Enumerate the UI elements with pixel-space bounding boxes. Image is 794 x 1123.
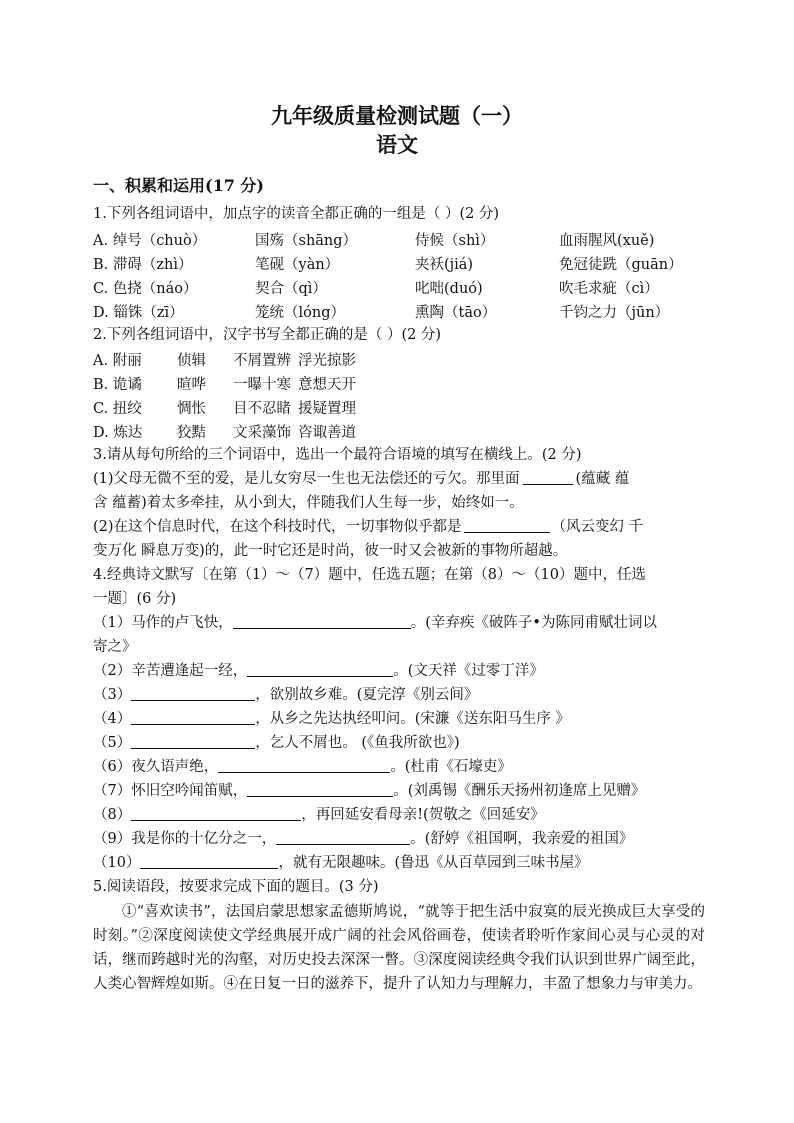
item-text: （1）马作的卢飞快， xyxy=(93,615,233,631)
option-cell: A. 绰号（chuò） xyxy=(93,233,207,249)
answer-blank[interactable] xyxy=(131,685,255,701)
question-4-stem-cont: 一题〕(6 分) xyxy=(93,591,177,607)
item-text: （8） xyxy=(93,807,132,823)
option-cell: 咨诹善道 xyxy=(298,425,356,441)
question-4-stem: 4.经典诗文默写〔在第（1）～（7）题中，任选五题；在第（8）～（10）题中，任选 xyxy=(93,567,646,583)
answer-blank[interactable] xyxy=(247,661,393,677)
option-cell: B. 诡谲 xyxy=(93,377,142,393)
item-source: 。(刘禹锡《酬乐天扬州初逢席上见赠》 xyxy=(393,783,646,799)
item-text: （7）怀旧空吟闻笛赋， xyxy=(93,783,248,799)
option-cell: D. 锱铢（zī） xyxy=(93,305,184,321)
option-cell: 暄哗 xyxy=(177,377,206,393)
answer-blank[interactable] xyxy=(131,709,255,725)
sentence-text: (1)父母无微不至的爱，是儿女穷尽一生也无法偿还的亏欠。那里面 xyxy=(93,471,520,487)
item-text: （9）我是你的十亿分之一， xyxy=(93,831,277,847)
answer-blank[interactable] xyxy=(464,517,550,533)
question-3-sentence-2-cont: 变万化 瞬息万变)的，此一时它还是时尚，彼一时又会被新的事物所超越。 xyxy=(93,543,568,559)
answer-blank[interactable] xyxy=(247,781,393,797)
option-cell: 狡黠 xyxy=(177,425,206,441)
question-3-sentence-1 xyxy=(93,469,713,489)
option-cell: 侍候（shì） xyxy=(415,233,495,249)
item-source: 。(辛弃疾《破阵子•为陈同甫赋壮词以 xyxy=(410,615,657,631)
item-text: （2）辛苦遭逢起一经， xyxy=(93,663,248,679)
item-source: 。(杜甫《石壕吏》 xyxy=(390,759,512,775)
option-cell: 千钧之力（jūn） xyxy=(559,305,670,321)
option-cell: B. 滞碍（zhì） xyxy=(93,257,193,273)
question-1-stem: 1.下列各组词语中，加点字的读音全都正确的一组是（ ）(2 分) xyxy=(93,206,500,222)
option-cell: 夹袄(jiá) xyxy=(415,257,474,273)
question-3-sentence-1-cont: 含 蕴蓄)着太多牵挂，从小到大，伴随我们人生每一步，始终如一。 xyxy=(93,495,524,511)
item-text: （3） xyxy=(93,687,132,703)
option-cell: 惆怅 xyxy=(177,401,206,417)
item-source: 。(文天祥《过零丁洋》 xyxy=(393,663,544,679)
poem-item-3 xyxy=(93,685,713,705)
option-cell: 侦辑 xyxy=(177,353,206,369)
option-cell: 浮光掠影 xyxy=(298,353,356,369)
answer-blank[interactable] xyxy=(523,469,573,485)
poem-item-4 xyxy=(93,709,713,729)
exam-title: 九年级质量检测试题（一） xyxy=(271,103,523,128)
question-3-sentence-2 xyxy=(93,517,713,537)
item-source: ，乞人不屑也。 (《鱼我所欲也》) xyxy=(255,735,460,751)
option-cell: 目不忍睹 xyxy=(233,401,291,417)
question-2-stem: 2.下列各组词语中，汉字书写全都正确的是（ ）(2 分) xyxy=(93,327,442,343)
poem-item-8 xyxy=(93,805,713,825)
option-cell: 意想天开 xyxy=(298,377,356,393)
option-cell: 援疑置理 xyxy=(298,401,356,417)
question-3-stem: 3.请从每句所给的三个词语中，选出一个最符合语境的填写在横线上。(2 分) xyxy=(93,447,582,463)
option-cell: C. 扭绞 xyxy=(93,401,142,417)
option-cell: 契合（qì） xyxy=(255,281,327,297)
word-choices: (蕴藏 蕴 xyxy=(575,471,630,487)
sentence-text: (2)在这个信息时代，在这个科技时代，一切事物似乎都是 xyxy=(93,519,462,535)
subject-title: 语文 xyxy=(376,132,418,157)
item-source: 。(舒婷《祖国啊，我亲爱的祖国》 xyxy=(410,831,634,847)
option-cell: 免冠徒跣（guān） xyxy=(559,257,683,273)
option-cell: A. 附丽 xyxy=(93,353,142,369)
answer-blank[interactable] xyxy=(140,853,278,869)
option-cell: 血雨腥风(xuě) xyxy=(559,233,655,249)
answer-blank[interactable] xyxy=(131,733,255,749)
reading-passage: ①“喜欢读书”，法国启蒙思想家孟德斯鸠说，“就等于把生活中寂寞的辰光换成巨大享受的时刻。”②深度阅读使文学经典展开成广阔的社会风俗画卷，使读者聆听作家间心灵与心灵的对话，继而跨越时光的沟壑，对历史投去深深一瞥。③深度阅读经典令我们认识到世界广阔至此，人类心智辉煌如斯。④在日复一日的滋养下，提升了认知力与理解力，丰盈了想象力与审美力。 xyxy=(93,904,705,992)
option-cell: 笼统（lóng） xyxy=(255,305,345,321)
option-cell: 熏陶（tāo） xyxy=(415,305,497,321)
poem-item-2 xyxy=(93,661,713,681)
item-source: ，欲别故乡难。(夏完淳《别云间》 xyxy=(255,687,479,703)
answer-blank[interactable] xyxy=(131,805,301,821)
option-cell: 一曝十寒 xyxy=(233,377,291,393)
option-cell: 吹毛求疵（cì） xyxy=(559,281,659,297)
item-source: ，从乡之先达执经叩问。(宋濂《送东阳马生序 》 xyxy=(255,711,570,727)
option-cell: 不屑置辨 xyxy=(233,353,291,369)
question-5-stem: 5.阅读语段，按要求完成下面的题目。(3 分) xyxy=(93,879,379,895)
option-cell: 文采藻饰 xyxy=(233,425,291,441)
item-source: ，再回延安看母亲!(贺敬之《回延安》 xyxy=(301,807,545,823)
answer-blank[interactable] xyxy=(218,757,390,773)
item-text: （4） xyxy=(93,711,132,727)
option-cell: D. 炼达 xyxy=(93,425,143,441)
item-text: （5） xyxy=(93,735,132,751)
option-cell: 叱咄(duó) xyxy=(415,281,483,297)
option-cell: 国殇（shāng） xyxy=(255,233,358,249)
item-source: ，就有无限趣味。(鲁迅《从百草园到三味书屋》 xyxy=(278,855,589,871)
poem-item-5 xyxy=(93,733,713,753)
poem-item-10 xyxy=(93,853,713,873)
section-heading: 一、积累和运用(17 分) xyxy=(93,176,264,195)
poem-item-6 xyxy=(93,757,713,777)
word-choices: （风云变幻 千 xyxy=(551,519,644,535)
item-text: （6）夜久语声绝， xyxy=(93,759,219,775)
answer-blank[interactable] xyxy=(233,613,411,629)
poem-item-1 xyxy=(93,613,713,633)
poem-item-7 xyxy=(93,781,713,801)
option-cell: 笔砚（yàn） xyxy=(255,257,340,273)
poem-item-9 xyxy=(93,829,713,849)
item-text: （10） xyxy=(93,855,141,871)
option-cell: C. 色挠（náo） xyxy=(93,281,198,297)
poem-item-1-cont: 寄之》 xyxy=(93,639,137,655)
answer-blank[interactable] xyxy=(276,829,410,845)
